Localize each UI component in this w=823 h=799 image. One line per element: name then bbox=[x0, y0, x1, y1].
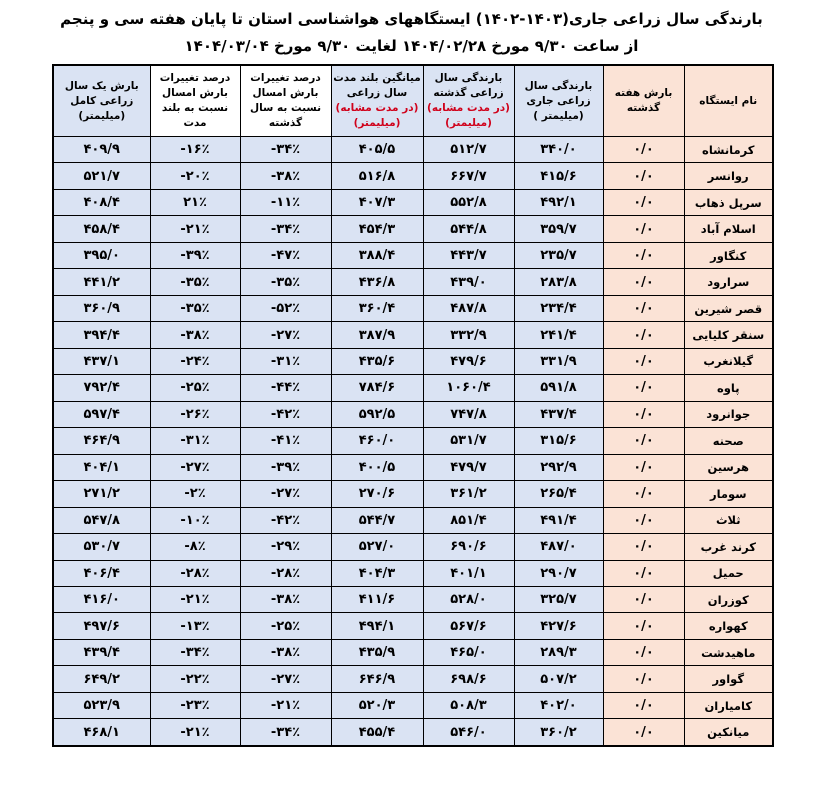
change-vs-last-year-cell: -۳۴٪ bbox=[240, 216, 331, 242]
current-year-rain-cell: ۲۳۵/۷ bbox=[514, 242, 603, 268]
change-vs-long-term-cell: -۳۱٪ bbox=[150, 428, 240, 454]
full-year-rain-cell: ۴۱۶/۰ bbox=[53, 586, 150, 612]
header-change-vs-long-term-label: درصد تغییرات بارش امسال نسبت به بلند مدت bbox=[159, 72, 231, 129]
table-row bbox=[53, 507, 773, 533]
last-week-rain-cell: ۰/۰ bbox=[603, 639, 684, 665]
change-vs-long-term-cell: -۲۵٪ bbox=[150, 375, 240, 401]
change-vs-last-year-cell: -۳۸٪ bbox=[240, 586, 331, 612]
station-name-cell: گواور bbox=[684, 666, 773, 692]
table-row bbox=[53, 428, 773, 454]
table-row bbox=[53, 613, 773, 639]
last-year-rain-cell: ۵۵۲/۸ bbox=[423, 189, 514, 215]
change-vs-long-term-cell: -۲۱٪ bbox=[150, 719, 240, 746]
last-week-rain-cell: ۰/۰ bbox=[603, 189, 684, 215]
station-name-cell: سومار bbox=[684, 481, 773, 507]
table-row bbox=[53, 348, 773, 374]
full-year-rain-cell: ۴۵۸/۴ bbox=[53, 216, 150, 242]
last-year-rain-cell: ۳۳۲/۹ bbox=[423, 322, 514, 348]
current-year-rain-cell: ۲۹۲/۹ bbox=[514, 454, 603, 480]
last-year-rain-cell: ۸۵۱/۴ bbox=[423, 507, 514, 533]
last-year-rain-cell: ۵۶۷/۶ bbox=[423, 613, 514, 639]
full-year-rain-cell: ۴۶۴/۹ bbox=[53, 428, 150, 454]
change-vs-long-term-cell: -۲۶٪ bbox=[150, 401, 240, 427]
station-name-cell: سرارود bbox=[684, 269, 773, 295]
last-week-rain-cell: ۰/۰ bbox=[603, 692, 684, 718]
last-year-rain-cell: ۶۹۰/۶ bbox=[423, 534, 514, 560]
full-year-rain-cell: ۴۴۱/۲ bbox=[53, 269, 150, 295]
last-year-rain-cell: ۴۷۹/۷ bbox=[423, 454, 514, 480]
change-vs-last-year-cell: -۳۵٪ bbox=[240, 269, 331, 295]
current-year-rain-cell: ۵۰۷/۲ bbox=[514, 666, 603, 692]
header-change-vs-long-term bbox=[150, 65, 240, 137]
full-year-rain-cell: ۴۶۸/۱ bbox=[53, 719, 150, 746]
last-week-rain-cell: ۰/۰ bbox=[603, 719, 684, 746]
current-year-rain-cell: ۴۸۷/۰ bbox=[514, 534, 603, 560]
header-last-year-rain-unit: (در مدت مشابه) (میلیمتر) bbox=[427, 102, 510, 129]
header-current-year-rain-label: بارندگی سال زراعی جاری bbox=[524, 79, 593, 107]
last-year-rain-cell: ۳۶۱/۲ bbox=[423, 481, 514, 507]
full-year-rain-cell: ۷۹۲/۴ bbox=[53, 375, 150, 401]
full-year-rain-cell: ۴۰۴/۱ bbox=[53, 454, 150, 480]
change-vs-long-term-cell: -۱۶٪ bbox=[150, 137, 240, 163]
last-year-rain-cell: ۷۴۷/۸ bbox=[423, 401, 514, 427]
long-term-mean-cell: ۴۹۴/۱ bbox=[331, 613, 423, 639]
long-term-mean-cell: ۵۴۴/۷ bbox=[331, 507, 423, 533]
last-week-rain-cell: ۰/۰ bbox=[603, 269, 684, 295]
change-vs-long-term-cell: -۲۲٪ bbox=[150, 666, 240, 692]
change-vs-last-year-cell: -۲۷٪ bbox=[240, 322, 331, 348]
last-week-rain-cell: ۰/۰ bbox=[603, 454, 684, 480]
current-year-rain-cell: ۵۹۱/۸ bbox=[514, 375, 603, 401]
table-row bbox=[53, 322, 773, 348]
last-week-rain-cell: ۰/۰ bbox=[603, 507, 684, 533]
long-term-mean-cell: ۴۶۰/۰ bbox=[331, 428, 423, 454]
table-row bbox=[53, 295, 773, 321]
long-term-mean-cell: ۴۵۵/۴ bbox=[331, 719, 423, 746]
change-vs-long-term-cell: -۳۹٪ bbox=[150, 242, 240, 268]
current-year-rain-cell: ۲۴۱/۴ bbox=[514, 322, 603, 348]
header-full-year-rain-label: بارش یک سال زراعی کامل bbox=[64, 79, 139, 107]
long-term-mean-cell: ۳۸۷/۹ bbox=[331, 322, 423, 348]
change-vs-last-year-cell: -۴۴٪ bbox=[240, 375, 331, 401]
table-body bbox=[53, 137, 773, 747]
last-year-rain-cell: ۵۴۴/۸ bbox=[423, 216, 514, 242]
header-long-term-mean-label: میانگین بلند مدت سال زراعی bbox=[333, 72, 421, 99]
station-name-cell: میانکین bbox=[684, 719, 773, 746]
current-year-rain-cell: ۳۴۰/۰ bbox=[514, 137, 603, 163]
change-vs-long-term-cell: -۲۳٪ bbox=[150, 692, 240, 718]
change-vs-last-year-cell: -۴۲٪ bbox=[240, 401, 331, 427]
station-name-cell: سنقر کلیایی bbox=[684, 322, 773, 348]
last-week-rain-cell: ۰/۰ bbox=[603, 216, 684, 242]
change-vs-long-term-cell: -۳۵٪ bbox=[150, 295, 240, 321]
last-year-rain-cell: ۵۲۸/۰ bbox=[423, 586, 514, 612]
current-year-rain-cell: ۴۱۵/۶ bbox=[514, 163, 603, 189]
header-last-year-rain-label: بارندگی سال زراعی گذشته bbox=[433, 72, 504, 99]
current-year-rain-cell: ۲۸۹/۳ bbox=[514, 639, 603, 665]
table-row bbox=[53, 692, 773, 718]
last-year-rain-cell: ۴۴۳/۷ bbox=[423, 242, 514, 268]
header-station-name bbox=[684, 65, 773, 137]
header-full-year-rain-unit: (میلیمتر) bbox=[78, 109, 126, 122]
table-row bbox=[53, 242, 773, 268]
current-year-rain-cell: ۲۹۰/۷ bbox=[514, 560, 603, 586]
full-year-rain-cell: ۳۹۴/۴ bbox=[53, 322, 150, 348]
full-year-rain-cell: ۳۹۵/۰ bbox=[53, 242, 150, 268]
change-vs-long-term-cell: -۲۱٪ bbox=[150, 586, 240, 612]
full-year-rain-cell: ۴۳۷/۱ bbox=[53, 348, 150, 374]
change-vs-long-term-cell: -۱۳٪ bbox=[150, 613, 240, 639]
change-vs-last-year-cell: -۱۱٪ bbox=[240, 189, 331, 215]
table-row bbox=[53, 401, 773, 427]
last-week-rain-cell: ۰/۰ bbox=[603, 560, 684, 586]
change-vs-long-term-cell: ۲۱٪ bbox=[150, 189, 240, 215]
last-year-rain-cell: ۱۰۶۰/۴ bbox=[423, 375, 514, 401]
header-change-vs-last-year-label: درصد تغییرات بارش امسال نسبت به سال گذشته bbox=[249, 72, 322, 129]
title-line-2: از ساعت ۹/۳۰ مورخ ۱۴۰۴/۰۲/۲۸ لغایت ۹/۳۰ مورخ ۱۴۰۴/۰۳/۰۴ bbox=[184, 37, 639, 55]
change-vs-last-year-cell: -۳۴٪ bbox=[240, 719, 331, 746]
current-year-rain-cell: ۳۱۵/۶ bbox=[514, 428, 603, 454]
full-year-rain-cell: ۴۹۷/۶ bbox=[53, 613, 150, 639]
current-year-rain-cell: ۴۰۲/۰ bbox=[514, 692, 603, 718]
current-year-rain-cell: ۴۳۷/۴ bbox=[514, 401, 603, 427]
long-term-mean-cell: ۷۸۴/۶ bbox=[331, 375, 423, 401]
last-week-rain-cell: ۰/۰ bbox=[603, 242, 684, 268]
table-row bbox=[53, 216, 773, 242]
station-name-cell: جوانرود bbox=[684, 401, 773, 427]
table-row bbox=[53, 719, 773, 746]
full-year-rain-cell: ۴۳۹/۴ bbox=[53, 639, 150, 665]
last-year-rain-cell: ۵۰۸/۳ bbox=[423, 692, 514, 718]
long-term-mean-cell: ۳۸۸/۴ bbox=[331, 242, 423, 268]
long-term-mean-cell: ۴۳۵/۶ bbox=[331, 348, 423, 374]
table-row bbox=[53, 639, 773, 665]
change-vs-last-year-cell: -۲۹٪ bbox=[240, 534, 331, 560]
full-year-rain-cell: ۴۰۶/۴ bbox=[53, 560, 150, 586]
last-week-rain-cell: ۰/۰ bbox=[603, 163, 684, 189]
last-year-rain-cell: ۵۳۱/۷ bbox=[423, 428, 514, 454]
current-year-rain-cell: ۲۸۳/۸ bbox=[514, 269, 603, 295]
long-term-mean-cell: ۴۰۴/۳ bbox=[331, 560, 423, 586]
table-row bbox=[53, 666, 773, 692]
last-week-rain-cell: ۰/۰ bbox=[603, 613, 684, 639]
header-row bbox=[53, 65, 773, 137]
change-vs-last-year-cell: -۴۷٪ bbox=[240, 242, 331, 268]
table-row bbox=[53, 560, 773, 586]
change-vs-long-term-cell: -۸٪ bbox=[150, 534, 240, 560]
last-year-rain-cell: ۴۶۵/۰ bbox=[423, 639, 514, 665]
current-year-rain-cell: ۴۲۷/۶ bbox=[514, 613, 603, 639]
change-vs-last-year-cell: -۲۷٪ bbox=[240, 481, 331, 507]
current-year-rain-cell: ۳۵۹/۷ bbox=[514, 216, 603, 242]
current-year-rain-cell: ۳۲۵/۷ bbox=[514, 586, 603, 612]
table-row bbox=[53, 454, 773, 480]
change-vs-last-year-cell: -۲۱٪ bbox=[240, 692, 331, 718]
long-term-mean-cell: ۴۰۷/۳ bbox=[331, 189, 423, 215]
change-vs-long-term-cell: -۳۴٪ bbox=[150, 639, 240, 665]
table-row bbox=[53, 534, 773, 560]
table-row bbox=[53, 189, 773, 215]
header-long-term-mean-unit: (در مدت مشابه) (میلیمتر) bbox=[335, 102, 419, 129]
last-year-rain-cell: ۴۸۷/۸ bbox=[423, 295, 514, 321]
station-name-cell: کهواره bbox=[684, 613, 773, 639]
change-vs-last-year-cell: -۳۸٪ bbox=[240, 639, 331, 665]
change-vs-long-term-cell: -۲٪ bbox=[150, 481, 240, 507]
last-week-rain-cell: ۰/۰ bbox=[603, 375, 684, 401]
station-name-cell: پاوه bbox=[684, 375, 773, 401]
long-term-mean-cell: ۵۲۰/۳ bbox=[331, 692, 423, 718]
long-term-mean-cell: ۶۴۶/۹ bbox=[331, 666, 423, 692]
full-year-rain-cell: ۶۴۹/۲ bbox=[53, 666, 150, 692]
current-year-rain-cell: ۲۶۵/۴ bbox=[514, 481, 603, 507]
station-name-cell: کامیاران bbox=[684, 692, 773, 718]
station-name-cell: اسلام آباد bbox=[684, 216, 773, 242]
change-vs-long-term-cell: -۲۸٪ bbox=[150, 560, 240, 586]
station-name-cell: قصر شیرین bbox=[684, 295, 773, 321]
long-term-mean-cell: ۵۲۷/۰ bbox=[331, 534, 423, 560]
last-year-rain-cell: ۶۶۷/۷ bbox=[423, 163, 514, 189]
full-year-rain-cell: ۳۶۰/۹ bbox=[53, 295, 150, 321]
current-year-rain-cell: ۲۳۴/۴ bbox=[514, 295, 603, 321]
change-vs-last-year-cell: -۳۴٪ bbox=[240, 137, 331, 163]
station-name-cell: روانسر bbox=[684, 163, 773, 189]
station-name-cell: حمیل bbox=[684, 560, 773, 586]
full-year-rain-cell: ۵۹۷/۴ bbox=[53, 401, 150, 427]
station-name-cell: کرمانشاه bbox=[684, 137, 773, 163]
last-year-rain-cell: ۴۷۹/۶ bbox=[423, 348, 514, 374]
change-vs-long-term-cell: -۱۰٪ bbox=[150, 507, 240, 533]
header-current-year-rain-unit: (میلیمتر ) bbox=[533, 109, 584, 122]
last-week-rain-cell: ۰/۰ bbox=[603, 586, 684, 612]
current-year-rain-cell: ۳۳۱/۹ bbox=[514, 348, 603, 374]
last-week-rain-cell: ۰/۰ bbox=[603, 401, 684, 427]
last-week-rain-cell: ۰/۰ bbox=[603, 534, 684, 560]
table-row bbox=[53, 481, 773, 507]
full-year-rain-cell: ۵۲۳/۹ bbox=[53, 692, 150, 718]
last-week-rain-cell: ۰/۰ bbox=[603, 481, 684, 507]
current-year-rain-cell: ۴۹۱/۴ bbox=[514, 507, 603, 533]
header-last-year-rain bbox=[423, 65, 514, 137]
last-year-rain-cell: ۵۱۲/۷ bbox=[423, 137, 514, 163]
header-current-year-rain bbox=[514, 65, 603, 137]
long-term-mean-cell: ۴۵۴/۳ bbox=[331, 216, 423, 242]
station-name-cell: صحنه bbox=[684, 428, 773, 454]
long-term-mean-cell: ۴۰۵/۵ bbox=[331, 137, 423, 163]
last-year-rain-cell: ۶۹۸/۶ bbox=[423, 666, 514, 692]
change-vs-last-year-cell: -۲۷٪ bbox=[240, 666, 331, 692]
header-last-week-rain bbox=[603, 65, 684, 137]
current-year-rain-cell: ۳۶۰/۲ bbox=[514, 719, 603, 746]
long-term-mean-cell: ۵۱۶/۸ bbox=[331, 163, 423, 189]
station-name-cell: کنگاور bbox=[684, 242, 773, 268]
header-change-vs-last-year bbox=[240, 65, 331, 137]
last-week-rain-cell: ۰/۰ bbox=[603, 348, 684, 374]
long-term-mean-cell: ۴۰۰/۵ bbox=[331, 454, 423, 480]
long-term-mean-cell: ۳۶۰/۴ bbox=[331, 295, 423, 321]
long-term-mean-cell: ۲۷۰/۶ bbox=[331, 481, 423, 507]
current-year-rain-cell: ۴۹۲/۱ bbox=[514, 189, 603, 215]
change-vs-last-year-cell: -۳۸٪ bbox=[240, 163, 331, 189]
last-week-rain-cell: ۰/۰ bbox=[603, 295, 684, 321]
full-year-rain-cell: ۵۳۰/۷ bbox=[53, 534, 150, 560]
header-long-term-mean bbox=[331, 65, 423, 137]
table-row bbox=[53, 163, 773, 189]
table-row bbox=[53, 269, 773, 295]
header-last-week-rain-label: بارش هفته گذشته bbox=[614, 87, 673, 114]
last-week-rain-cell: ۰/۰ bbox=[603, 322, 684, 348]
change-vs-last-year-cell: -۵۲٪ bbox=[240, 295, 331, 321]
rainfall-table bbox=[52, 64, 774, 747]
change-vs-long-term-cell: -۳۸٪ bbox=[150, 322, 240, 348]
change-vs-last-year-cell: -۴۲٪ bbox=[240, 507, 331, 533]
change-vs-last-year-cell: -۳۹٪ bbox=[240, 454, 331, 480]
table-row bbox=[53, 586, 773, 612]
full-year-rain-cell: ۴۰۸/۴ bbox=[53, 189, 150, 215]
change-vs-last-year-cell: -۲۵٪ bbox=[240, 613, 331, 639]
last-week-rain-cell: ۰/۰ bbox=[603, 666, 684, 692]
long-term-mean-cell: ۴۳۶/۸ bbox=[331, 269, 423, 295]
station-name-cell: سرپل ذهاب bbox=[684, 189, 773, 215]
title-line-1: بارندگی سال زراعی جاری(۱۴۰۳-۱۴۰۲) ایستگاههای هواشناسی استان تا پایان هفته سی و پنجم bbox=[60, 10, 763, 28]
table-row bbox=[53, 137, 773, 163]
report-title bbox=[20, 6, 803, 60]
table-row bbox=[53, 375, 773, 401]
change-vs-last-year-cell: -۳۱٪ bbox=[240, 348, 331, 374]
full-year-rain-cell: ۵۴۷/۸ bbox=[53, 507, 150, 533]
change-vs-long-term-cell: -۲۱٪ bbox=[150, 216, 240, 242]
change-vs-long-term-cell: -۲۰٪ bbox=[150, 163, 240, 189]
change-vs-last-year-cell: -۲۸٪ bbox=[240, 560, 331, 586]
long-term-mean-cell: ۴۱۱/۶ bbox=[331, 586, 423, 612]
last-week-rain-cell: ۰/۰ bbox=[603, 137, 684, 163]
last-year-rain-cell: ۵۴۶/۰ bbox=[423, 719, 514, 746]
station-name-cell: کوزران bbox=[684, 586, 773, 612]
change-vs-long-term-cell: -۳۵٪ bbox=[150, 269, 240, 295]
change-vs-long-term-cell: -۲۴٪ bbox=[150, 348, 240, 374]
long-term-mean-cell: ۴۳۵/۹ bbox=[331, 639, 423, 665]
station-name-cell: ماهیدشت bbox=[684, 639, 773, 665]
station-name-cell: هرسین bbox=[684, 454, 773, 480]
long-term-mean-cell: ۵۹۲/۵ bbox=[331, 401, 423, 427]
change-vs-last-year-cell: -۴۱٪ bbox=[240, 428, 331, 454]
header-full-year-rain bbox=[53, 65, 150, 137]
last-week-rain-cell: ۰/۰ bbox=[603, 428, 684, 454]
station-name-cell: کرند غرب bbox=[684, 534, 773, 560]
last-year-rain-cell: ۴۰۱/۱ bbox=[423, 560, 514, 586]
full-year-rain-cell: ۲۷۱/۲ bbox=[53, 481, 150, 507]
full-year-rain-cell: ۵۲۱/۷ bbox=[53, 163, 150, 189]
change-vs-long-term-cell: -۲۷٪ bbox=[150, 454, 240, 480]
station-name-cell: ثلاث bbox=[684, 507, 773, 533]
station-name-cell: گیلانغرب bbox=[684, 348, 773, 374]
full-year-rain-cell: ۴۰۹/۹ bbox=[53, 137, 150, 163]
last-year-rain-cell: ۴۳۹/۰ bbox=[423, 269, 514, 295]
header-station-name-label: نام ایستگاه bbox=[699, 94, 758, 107]
